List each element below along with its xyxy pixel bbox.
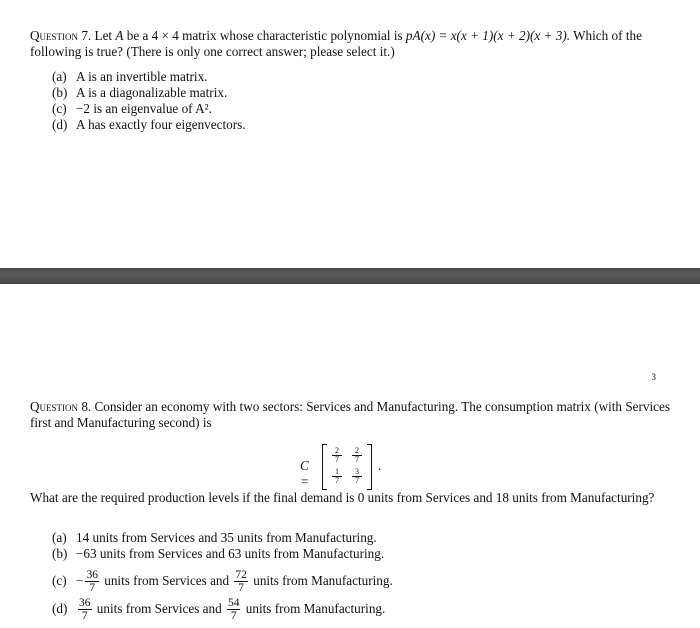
matrix-name: C =: [300, 458, 309, 489]
option-label: (c): [52, 101, 67, 116]
q7-option-b[interactable]: [52, 85, 246, 101]
option-text: 14 units from Services and 35 units from Manufacturing.: [76, 530, 377, 545]
option-label: (d): [52, 601, 68, 616]
option-label: (a): [52, 69, 67, 84]
matrix-body: [322, 444, 372, 488]
page-7-section: [0, 0, 700, 268]
option-label: (b): [52, 546, 68, 561]
option-text-mid: units from Services and: [104, 573, 230, 588]
q7-polynomial: pA(x) = x(x + 1)(x + 2)(x + 3).: [405, 28, 571, 43]
q7-text-c: Which of the following is true? (There is only one correct answer; please select it.): [30, 28, 642, 59]
option-text-mid: units from Services and: [96, 601, 222, 616]
q7-matrix-A: A: [115, 28, 124, 43]
option-label: (c): [52, 573, 67, 588]
q8-option-a[interactable]: [52, 530, 393, 546]
question-8-prompt: What are the required production levels if the final demand is 0 units from Services and 18 units from Manufacturing?: [30, 490, 655, 505]
q7-text-a: Let: [94, 28, 116, 43]
question-8-intro: [30, 399, 670, 431]
option-label: (a): [52, 530, 67, 545]
option-text-end: units from Manufacturing.: [245, 601, 386, 616]
matrix-cell-12: 2 7: [352, 447, 362, 464]
q7-option-d[interactable]: [52, 117, 246, 133]
option-sign: −: [76, 573, 84, 588]
option-text: A is a diagonalizable matrix.: [76, 85, 228, 100]
fraction-2: $\frac{72}{7}$: [235, 569, 247, 595]
option-text: A has exactly four eigenvectors.: [76, 117, 246, 132]
question-7-options: [52, 69, 246, 133]
option-text: −2 is an eigenvalue of A².: [76, 101, 212, 116]
left-bracket: [322, 444, 327, 490]
fraction-1: $\frac{36}{7}$: [79, 597, 91, 623]
right-bracket: [367, 444, 372, 490]
question-8-options: [52, 530, 393, 622]
matrix-cell-22: 3 7: [352, 468, 362, 485]
option-label: (d): [52, 117, 68, 132]
question-7-text: [30, 28, 670, 60]
fraction-2: $\frac{54}{7}$: [227, 597, 240, 623]
page-divider: [0, 268, 700, 284]
q7-option-a[interactable]: [52, 69, 246, 85]
q8-option-c[interactable]: [52, 568, 393, 594]
fraction-1: $\frac{36}{7}$: [86, 569, 98, 595]
option-label: (b): [52, 85, 68, 100]
q7-text-b: be a 4 × 4 matrix whose characteristic polynomial is: [123, 28, 406, 43]
page-number: 3: [651, 372, 656, 382]
q8-intro-text: Consider an economy with two sectors: Services and Manufacturing. The consumption matrix (with Services first and Manufacturing second) is: [30, 399, 671, 430]
q8-option-d[interactable]: [52, 596, 393, 622]
matrix-cell-21: 1 7: [332, 468, 342, 485]
option-text: −63 units from Services and 63 units from Manufacturing.: [76, 546, 385, 561]
question-8-label: Question 8.: [30, 399, 92, 414]
q8-option-b[interactable]: [52, 546, 393, 562]
option-text: A is an invertible matrix.: [76, 69, 208, 84]
option-text-end: units from Manufacturing.: [253, 573, 393, 588]
q7-option-c[interactable]: [52, 101, 246, 117]
matrix-cell-11: 2 7: [332, 447, 342, 464]
question-7-label: Question 7.: [30, 28, 92, 43]
matrix-period: .: [378, 458, 382, 473]
page-8-section: [0, 284, 700, 628]
